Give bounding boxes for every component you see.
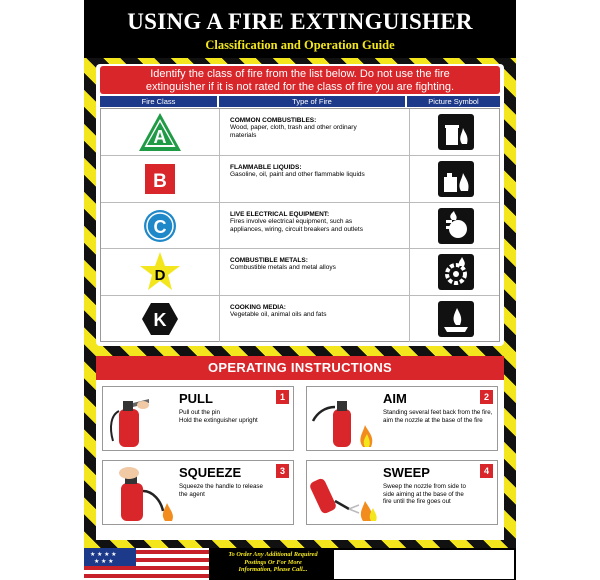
class-a-triangle-icon	[101, 109, 219, 155]
class-letter: A	[153, 127, 167, 147]
fire-class-row-a	[101, 109, 499, 155]
picture-symbol-cell	[411, 203, 499, 249]
step-number-badge: 4	[480, 464, 493, 478]
step-text: Sweep the nozzle from side to side aiming at the base of the fire until the fire goes out	[383, 483, 466, 505]
identify-banner	[100, 66, 500, 94]
plug-fire-icon	[438, 208, 474, 244]
poster	[84, 0, 516, 580]
class-letter: C	[153, 216, 167, 237]
fire-type-title: COOKING MEDIA:	[230, 303, 286, 311]
poster-footer	[84, 548, 516, 580]
fire-class-row-b	[101, 155, 499, 202]
col-header-type-of-fire: Type of Fire	[219, 96, 405, 107]
step-text: Standing several feet back from the fire, aim the nozzle at the base of the fire	[383, 409, 493, 424]
col-header-picture-symbol: Picture Symbol	[407, 96, 500, 107]
col-header-fire-class: Fire Class	[100, 96, 217, 107]
class-k-hexagon-icon	[101, 296, 219, 342]
step-title: SQUEEZE	[179, 465, 242, 480]
class-d-star-icon	[101, 249, 219, 295]
contact-box	[334, 550, 514, 579]
class-symbol-cell	[101, 249, 220, 295]
fire-class-table	[100, 108, 500, 342]
banner-line-1: Identify the class of fire from the list below. Do not use the fire	[150, 68, 450, 80]
svg-text:★ ★ ★: ★ ★ ★	[94, 559, 114, 565]
fire-type-title: COMMON COMBUSTIBLES:	[230, 117, 317, 124]
step-card-aim	[306, 386, 498, 451]
picture-symbol-cell	[411, 109, 499, 155]
pan-fire-icon	[438, 301, 474, 337]
operating-instructions-heading: OPERATING INSTRUCTIONS	[96, 356, 504, 380]
fuel-can-fire-icon	[438, 161, 474, 197]
fire-type-desc: appliances, wiring, circuit breakers and outlets	[230, 225, 363, 233]
fire-type-desc: Fires involve electrical equipment, such as	[230, 217, 353, 225]
step-title: PULL	[179, 391, 213, 406]
class-symbol-cell	[101, 109, 220, 155]
fire-type-desc: Wood, paper, cloth, trash and other ordinary	[230, 124, 357, 131]
fire-type-desc: Gasoline, oil, paint and other flammable liquids	[230, 171, 365, 179]
fire-class-panel	[96, 64, 504, 346]
fire-type-desc: Combustible metals and metal alloys	[230, 264, 336, 272]
extinguisher-sweep-illustration	[307, 461, 383, 524]
step-text: Squeeze the handle to release the agent	[179, 483, 263, 498]
fire-type-title: LIVE ELECTRICAL EQUIPMENT:	[230, 210, 330, 218]
class-symbol-cell	[101, 156, 220, 202]
order-info-text: To Order Any Additional Required Postings Or For More Information, Please Call...	[228, 551, 318, 573]
fire-type-desc: materials	[230, 132, 257, 139]
fire-class-row-k	[101, 295, 499, 342]
step-card-pull	[102, 386, 294, 451]
step-number-badge: 3	[276, 464, 289, 478]
class-symbol-cell	[101, 296, 220, 342]
fire-class-row-c	[101, 202, 499, 249]
fire-type-title: COMBUSTIBLE METALS:	[230, 257, 308, 265]
fire-type-desc: Vegetable oil, animal oils and fats	[230, 310, 327, 318]
class-c-circle-icon	[101, 203, 219, 249]
us-flag-graphic	[84, 548, 209, 580]
fire-type-cell	[220, 156, 410, 202]
gear-fire-icon	[438, 254, 474, 290]
step-title: AIM	[383, 391, 407, 406]
fire-type-title: FLAMMABLE LIQUIDS:	[230, 164, 302, 172]
fire-type-cell	[220, 296, 410, 342]
fire-type-cell	[220, 203, 410, 249]
class-b-square-icon	[101, 156, 219, 202]
step-card-sweep	[306, 460, 498, 525]
operating-instructions-area	[96, 380, 504, 540]
extinguisher-pull-illustration	[103, 387, 179, 450]
fire-class-row-d	[101, 248, 499, 295]
step-title: SWEEP	[383, 465, 430, 480]
poster-subtitle: Classification and Operation Guide	[205, 38, 395, 52]
trash-fire-icon	[438, 114, 474, 150]
class-symbol-cell	[101, 203, 220, 249]
extinguisher-aim-illustration	[307, 387, 383, 450]
step-number-badge: 1	[276, 390, 289, 404]
step-number-badge: 2	[480, 390, 493, 404]
picture-symbol-cell	[411, 156, 499, 202]
step-card-squeeze	[102, 460, 294, 525]
class-letter: K	[153, 309, 167, 330]
picture-symbol-cell	[411, 296, 499, 342]
step-text: Pull out the pin Hold the extinguisher upright	[179, 409, 258, 424]
svg-text:★ ★ ★ ★: ★ ★ ★ ★	[90, 552, 117, 558]
class-letter: B	[153, 171, 167, 193]
poster-header	[84, 0, 516, 58]
fire-type-cell	[220, 109, 410, 155]
poster-title: USING A FIRE EXTINGUISHER	[127, 9, 473, 34]
fire-type-cell	[220, 249, 410, 295]
extinguisher-squeeze-illustration	[103, 461, 179, 524]
banner-line-2: extinguisher if it is not rated for the class of fire you are fighting.	[145, 81, 455, 93]
picture-symbol-cell	[411, 249, 499, 295]
class-letter: D	[154, 267, 166, 285]
